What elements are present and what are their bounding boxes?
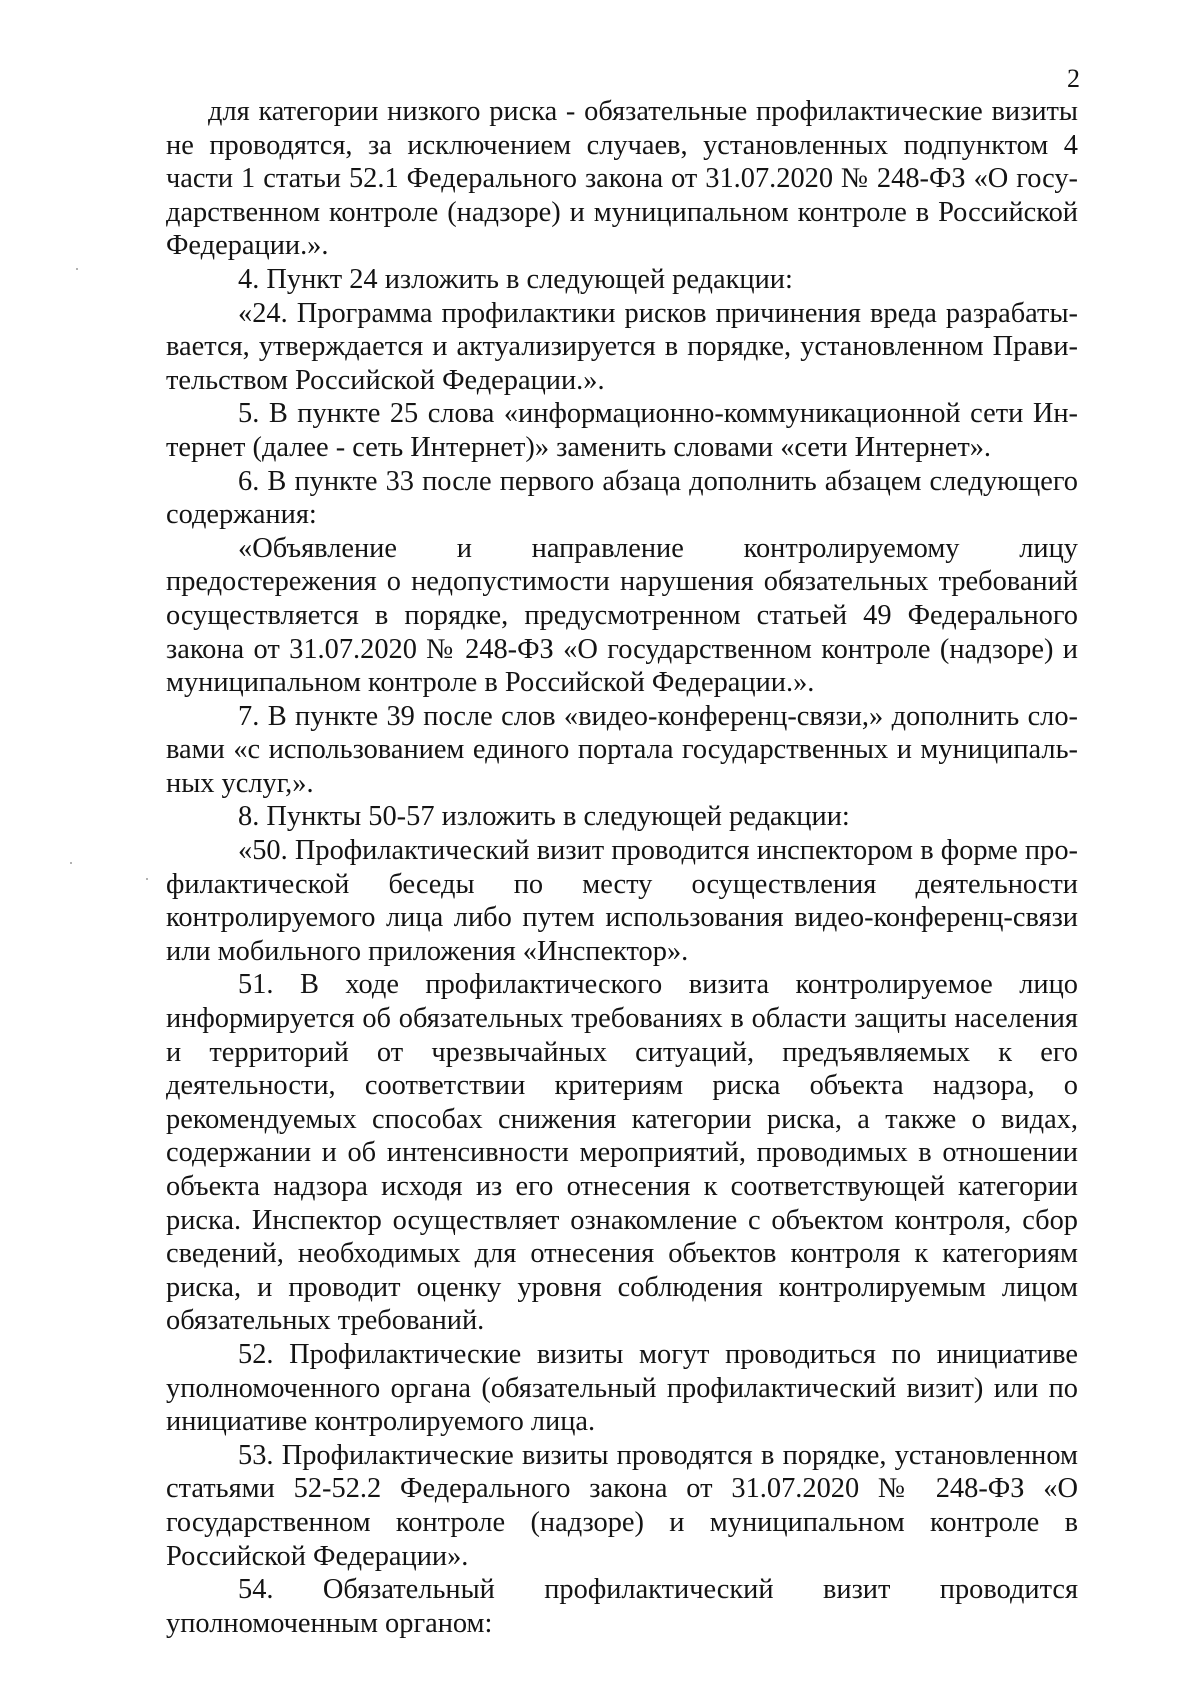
paragraph-item-50: «50. Профилактический визит проводится инспектором в форме профилактической беседы по месту осуществления деятельности контролируемого лица либо путем использования видео-конференц-связи или мобильного приложения «Инспектор». [166,835,1078,967]
paragraph-item-5: 5. В пункте 25 слова «информационно-коммуникационной сети Интернет (далее - сеть Интернет)» заменить словами «сети Интернет». [166,398,1078,463]
paragraph-item-24-text: «24. Программа профилактики рисков причинения вреда разрабатывается, утверждается и актуализируется в порядке, установленном Правительством Российской Федерации.». [166,297,1078,396]
paragraph-item-6-quote: «Объявление и направление контролируемому лицу предостережения о недопустимости нарушения обязательных требований осуществляется в порядке, предусмотренном статьей 49 Федерального закона от 31.07.2020 № 248-ФЗ «О государственном контроле (надзоре) и муниципальном контроле в Российской Федерации.». [166,532,1078,699]
paragraph-item-4: 4. Пункт 24 изложить в следующей редакции: [238,263,793,295]
scan-speck [76,268,78,270]
paragraph-item-52: 52. Профилактические визиты могут проводиться по инициативе уполномоченного органа (обязательный профилактический визит) или по инициативе контролируемого лица. [166,1338,1078,1438]
scan-speck [70,862,72,864]
page-number: 2 [1067,64,1080,93]
paragraph-item-53: 53. Профилактические визиты проводятся в порядке, установленном статьями 52-52.2 Федерального закона от 31.07.2020 № 248-ФЗ «О государственном контроле (надзоре) и муниципальном контроле в Российской Федерации». [166,1439,1078,1572]
paragraph-item-6: 6. В пункте 33 после первого абзаца дополнить абзацем следующего содержания: [166,465,1078,531]
paragraph-item-7: 7. В пункте 39 после слов «видео-конференц-связи,» дополнить словами «с использованием единого портала государственных и муниципальных услуг,». [166,700,1078,799]
paragraph-item-8: 8. Пункты 50-57 изложить в следующей редакции: [238,801,850,833]
paragraph-item-54: 54. Обязательный профилактический визит проводится уполномоченным органом: [166,1574,1078,1639]
paragraph-item-51: 51. В ходе профилактического визита контролируемое лицо информируется об обязательных требованиях в области защиты населения и территорий от чрезвычайных ситуаций, предъявляемых к его деятельности, соответствии критериям риска объекта надзора, о рекомендуемых способах снижения категории риска, а также о видах, содержании и об интенсивности мероприятий, проводимых в отношении объекта надзора исходя из его отнесения к соответствующей категории риска. Инспектор осуществляет ознакомление с объектом контроля, сбор сведений, необходимых для отнесения объектов контроля к категориям риска, и проводит оценку уровня соблюдения контролируемым лицом обязательных требований. [166,969,1078,1337]
paragraph-low-risk-category: для категории низкого риска - обязательные профилактические визиты не проводятся, за исключением случаев, установленных подпунктом 4 части 1 статьи 52.1 Федерального закона от 31.07.2020 № 248-ФЗ «О государственном контроле (надзоре) и муниципальном контроле в Российской Федерации.». [166,96,1078,262]
scan-speck [146,878,148,880]
document-body [166,95,1078,1640]
